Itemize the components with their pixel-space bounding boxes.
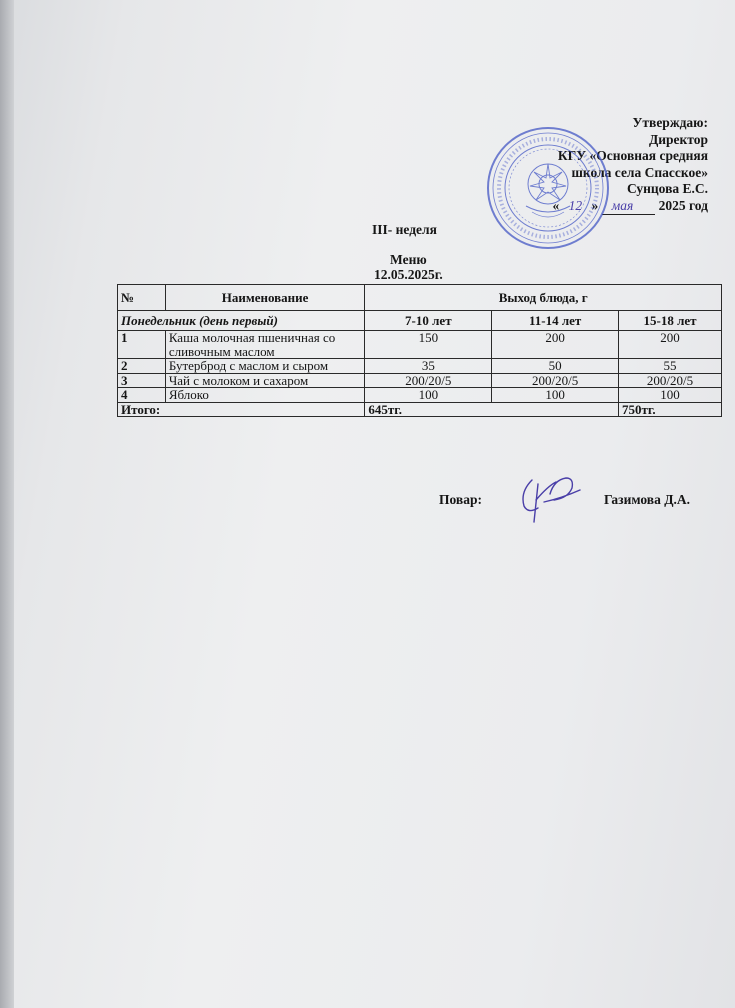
cook-signature-block [14,492,735,532]
table-day-row [118,311,722,331]
row-value-15-18: 200 [619,331,722,359]
date-day: 12 [568,197,583,213]
approval-org-line1: КГУ «Основная средняя [557,148,708,163]
approval-position: Директор [648,131,708,147]
header-output: Выход блюда, г [365,285,722,311]
page-shadow [0,0,14,1008]
table-row [118,388,722,403]
day-label: Понедельник (день первый) [118,311,365,331]
row-name: Бутерброд с маслом и сыром [165,359,365,374]
date-quote-open: « [552,197,560,213]
row-value-15-18: 100 [619,388,722,403]
table-total-row [118,402,722,417]
menu-title: Меню [390,252,427,267]
row-value-15-18: 200/20/5 [619,373,722,388]
row-value-15-18: 55 [619,359,722,374]
cook-label: Повар: [439,492,482,507]
approval-director-name: Сунцова Е.С. [626,181,708,196]
row-value-7-10: 150 [365,331,492,359]
approval-line: Утверждаю: [632,115,708,130]
table-row [118,331,722,359]
row-num: 3 [118,373,166,388]
row-value-7-10: 200/20/5 [365,373,492,388]
approval-org-line2: школа села Спасское» [571,164,708,180]
row-name: Каша молочная пшеничная со сливочным маслом [165,331,365,359]
row-value-7-10: 35 [365,359,492,374]
date-month: мая [602,198,656,216]
document-page [14,0,735,1008]
row-value-11-14: 200 [492,331,619,359]
header-num: № [118,285,166,311]
date-year: 2025 год [658,197,708,213]
row-value-11-14: 50 [492,359,619,374]
row-value-11-14: 200/20/5 [492,373,619,388]
official-stamp [486,126,610,250]
row-name: Яблоко [165,388,365,403]
row-num: 1 [118,331,166,359]
menu-table [117,284,722,417]
header-name: Наименование [165,285,365,311]
row-name: Чай с молоком и сахаром [165,373,365,388]
age-group-1: 7-10 лет [365,311,492,331]
week-label: III- неделя [372,222,437,237]
cook-name: Газимова Д.А. [604,492,690,507]
row-value-7-10: 100 [365,388,492,403]
total-price-2: 750тг. [619,402,722,417]
handwritten-signature [514,472,584,527]
table-row [118,373,722,388]
menu-heading [374,252,443,282]
row-value-11-14: 100 [492,388,619,403]
date-quote-close: » [591,197,599,213]
menu-date: 12.05.2025г. [374,267,443,282]
age-group-2: 11-14 лет [492,311,619,331]
total-label: Итого: [118,402,365,417]
table-header-row [118,285,722,311]
table-row [118,359,722,374]
row-num: 2 [118,359,166,374]
row-num: 4 [118,388,166,403]
age-group-3: 15-18 лет [619,311,722,331]
total-price-1: 645тг. [365,402,619,417]
